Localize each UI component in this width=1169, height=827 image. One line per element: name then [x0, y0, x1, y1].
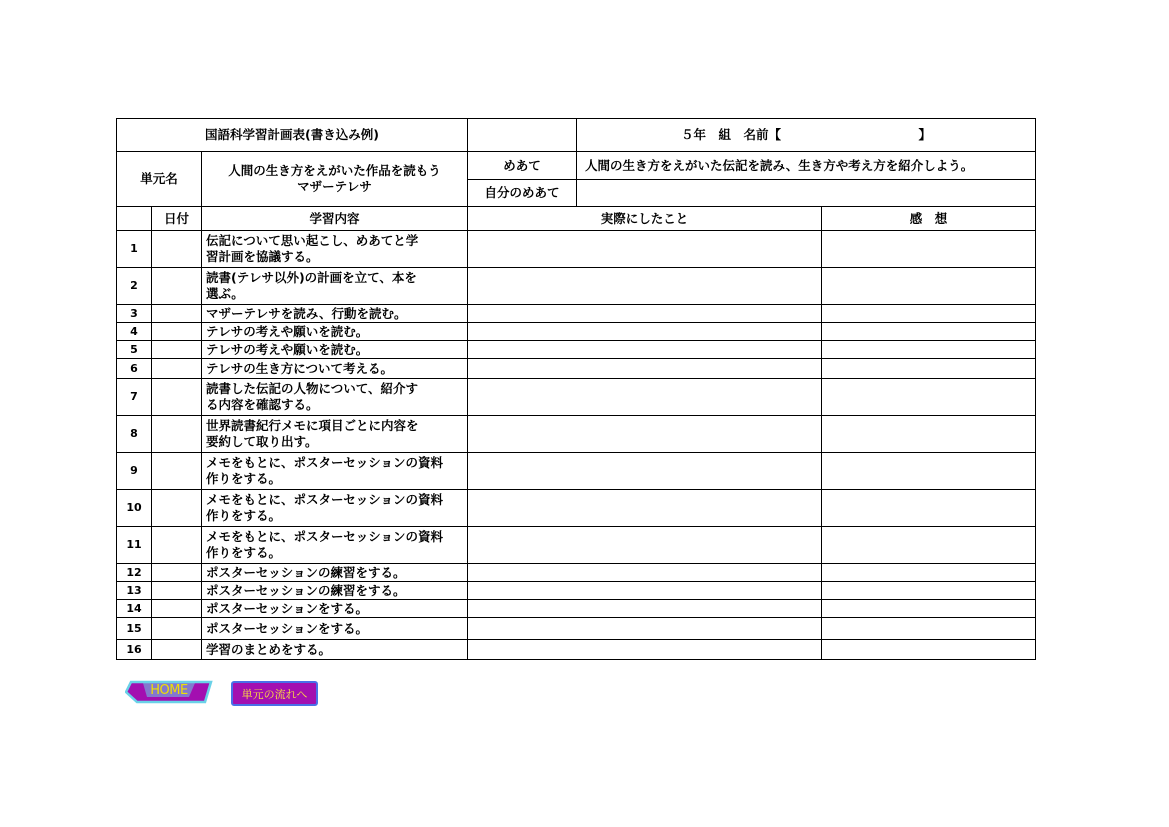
date-cell[interactable]: [152, 618, 202, 640]
content-cell: 学習のまとめをする。: [202, 640, 468, 660]
row-number: 7: [117, 379, 152, 416]
content-cell: テレサの考えや願いを読む。: [202, 323, 468, 341]
impression-cell[interactable]: [822, 582, 1036, 600]
actual-cell[interactable]: [468, 341, 822, 359]
unit-flow-button-label: 単元の流れへ: [241, 687, 308, 701]
impression-cell[interactable]: [822, 268, 1036, 305]
plan-title: 国語科学習計画表(書き込み例): [117, 119, 468, 152]
date-cell[interactable]: [152, 640, 202, 660]
content-cell: 伝記について思い起こし、めあてと学 習計画を協議する。: [202, 231, 468, 268]
impression-cell[interactable]: [822, 231, 1036, 268]
actual-cell[interactable]: [468, 231, 822, 268]
actual-cell[interactable]: [468, 268, 822, 305]
row-number: 3: [117, 305, 152, 323]
date-cell[interactable]: [152, 323, 202, 341]
actual-cell[interactable]: [468, 323, 822, 341]
content-cell: ポスターセッションの練習をする。: [202, 582, 468, 600]
content-cell: テレサの考えや願いを読む。: [202, 341, 468, 359]
content-cell: 読書した伝記の人物について、紹介す る内容を確認する。: [202, 379, 468, 416]
date-cell[interactable]: [152, 600, 202, 618]
row-number: 10: [117, 490, 152, 527]
date-cell[interactable]: [152, 341, 202, 359]
blank-cell: [468, 119, 577, 152]
lesson-row: [117, 323, 1036, 341]
actual-cell[interactable]: [468, 564, 822, 582]
unit-name: 人間の生き方をえがいた作品を読もう マザーテレサ: [202, 152, 468, 207]
column-header-row: [117, 207, 1036, 231]
date-cell[interactable]: [152, 268, 202, 305]
row-number: 4: [117, 323, 152, 341]
lesson-row: [117, 582, 1036, 600]
row-number: 9: [117, 453, 152, 490]
row-number: 11: [117, 527, 152, 564]
row-number: 2: [117, 268, 152, 305]
own-goal-field[interactable]: [577, 180, 1036, 207]
header-impression: 感 想: [822, 207, 1036, 231]
actual-cell[interactable]: [468, 640, 822, 660]
content-cell: メモをもとに、ポスターセッションの資料 作りをする。: [202, 527, 468, 564]
unit-label: 単元名: [117, 152, 202, 207]
content-cell: ポスターセッションの練習をする。: [202, 564, 468, 582]
lesson-row: [117, 618, 1036, 640]
lesson-row: [117, 268, 1036, 305]
lesson-row: [117, 600, 1036, 618]
date-cell[interactable]: [152, 453, 202, 490]
header-no: [117, 207, 152, 231]
content-cell: 世界読書紀行メモに項目ごとに内容を 要約して取り出す。: [202, 416, 468, 453]
row-number: 6: [117, 359, 152, 379]
impression-cell[interactable]: [822, 323, 1036, 341]
actual-cell[interactable]: [468, 490, 822, 527]
home-button[interactable]: [125, 679, 216, 705]
content-cell: メモをもとに、ポスターセッションの資料 作りをする。: [202, 453, 468, 490]
lesson-row: [117, 359, 1036, 379]
home-button-label: HOME: [150, 683, 188, 698]
actual-cell[interactable]: [468, 305, 822, 323]
impression-cell[interactable]: [822, 341, 1036, 359]
date-cell[interactable]: [152, 416, 202, 453]
date-cell[interactable]: [152, 527, 202, 564]
row-number: 15: [117, 618, 152, 640]
impression-cell[interactable]: [822, 564, 1036, 582]
impression-cell[interactable]: [822, 379, 1036, 416]
content-cell: メモをもとに、ポスターセッションの資料 作りをする。: [202, 490, 468, 527]
row-number: 1: [117, 231, 152, 268]
header-date: 日付: [152, 207, 202, 231]
goal-text: 人間の生き方をえがいた伝記を読み、生き方や考え方を紹介しよう。: [577, 152, 1036, 180]
date-cell[interactable]: [152, 231, 202, 268]
name-field[interactable]: ５年 組 名前【 】: [577, 119, 1036, 152]
study-plan-table: [116, 118, 1036, 660]
row-number: 16: [117, 640, 152, 660]
row-number: 14: [117, 600, 152, 618]
impression-cell[interactable]: [822, 416, 1036, 453]
impression-cell[interactable]: [822, 527, 1036, 564]
date-cell[interactable]: [152, 305, 202, 323]
own-goal-label: 自分のめあて: [468, 180, 577, 207]
date-cell[interactable]: [152, 582, 202, 600]
lesson-row: [117, 564, 1036, 582]
lesson-row: [117, 453, 1036, 490]
lesson-row: [117, 640, 1036, 660]
lesson-row: [117, 379, 1036, 416]
actual-cell[interactable]: [468, 600, 822, 618]
content-cell: ポスターセッションをする。: [202, 618, 468, 640]
actual-cell[interactable]: [468, 359, 822, 379]
impression-cell[interactable]: [822, 359, 1036, 379]
impression-cell[interactable]: [822, 490, 1036, 527]
actual-cell[interactable]: [468, 618, 822, 640]
impression-cell[interactable]: [822, 640, 1036, 660]
date-cell[interactable]: [152, 379, 202, 416]
header-actual: 実際にしたこと: [468, 207, 822, 231]
goal-row: [117, 152, 1036, 180]
header-content: 学習内容: [202, 207, 468, 231]
actual-cell[interactable]: [468, 582, 822, 600]
impression-cell[interactable]: [822, 618, 1036, 640]
lesson-row: [117, 341, 1036, 359]
content-cell: マザーテレサを読み、行動を読む。: [202, 305, 468, 323]
actual-cell[interactable]: [468, 379, 822, 416]
title-row: [117, 119, 1036, 152]
unit-flow-button[interactable]: [231, 681, 318, 706]
row-number: 13: [117, 582, 152, 600]
date-cell[interactable]: [152, 490, 202, 527]
row-number: 12: [117, 564, 152, 582]
lesson-row: [117, 490, 1036, 527]
lesson-rows: [117, 231, 1036, 660]
impression-cell[interactable]: [822, 600, 1036, 618]
row-number: 5: [117, 341, 152, 359]
row-number: 8: [117, 416, 152, 453]
content-cell: 読書(テレサ以外)の計画を立て、本を 選ぶ。: [202, 268, 468, 305]
content-cell: テレサの生き方について考える。: [202, 359, 468, 379]
lesson-row: [117, 305, 1036, 323]
lesson-row: [117, 416, 1036, 453]
actual-cell[interactable]: [468, 416, 822, 453]
date-cell[interactable]: [152, 564, 202, 582]
impression-cell[interactable]: [822, 305, 1036, 323]
lesson-row: [117, 527, 1036, 564]
goal-label: めあて: [468, 152, 577, 180]
lesson-row: [117, 231, 1036, 268]
date-cell[interactable]: [152, 359, 202, 379]
actual-cell[interactable]: [468, 453, 822, 490]
impression-cell[interactable]: [822, 453, 1036, 490]
actual-cell[interactable]: [468, 527, 822, 564]
content-cell: ポスターセッションをする。: [202, 600, 468, 618]
